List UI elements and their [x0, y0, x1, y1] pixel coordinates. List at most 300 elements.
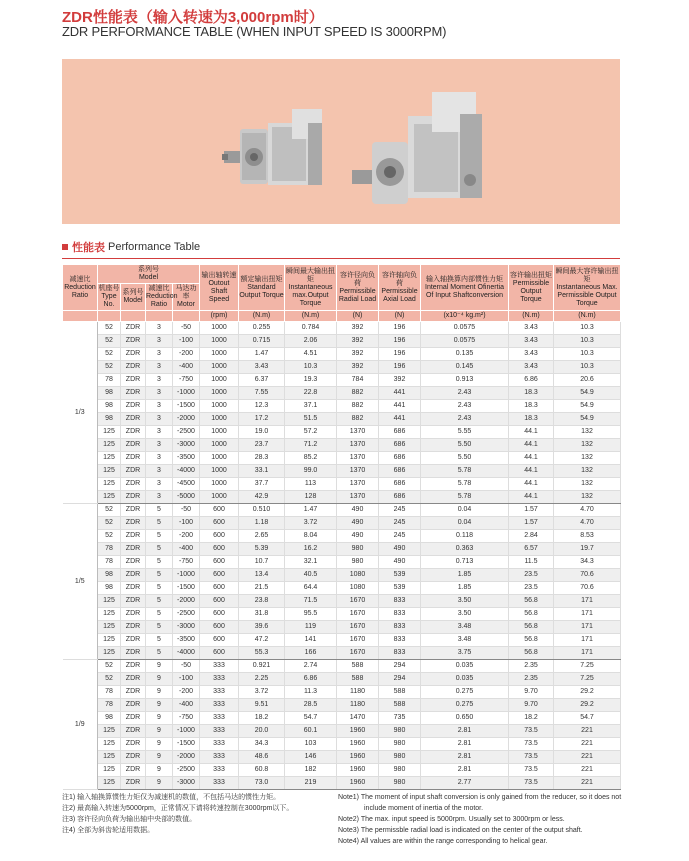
- table-row: [63, 569, 621, 582]
- table-cell: 44.1: [509, 491, 554, 504]
- table-row: [63, 608, 621, 621]
- table-cell: ZDR: [121, 413, 146, 426]
- unit-torque: (N.m): [239, 311, 285, 322]
- table-cell: 3: [146, 465, 173, 478]
- table-cell: 1470: [337, 712, 379, 725]
- table-cell: 3: [146, 439, 173, 452]
- table-row: [63, 426, 621, 439]
- table-cell: 1670: [337, 608, 379, 621]
- table-row: [63, 465, 621, 478]
- table-cell: 588: [337, 660, 379, 673]
- table-row: [63, 348, 621, 361]
- table-cell: 132: [554, 452, 621, 465]
- table-cell: 588: [379, 699, 421, 712]
- table-cell: 18.2: [509, 712, 554, 725]
- table-cell: 3: [146, 387, 173, 400]
- table-cell: 392: [337, 335, 379, 348]
- table-cell: 5.50: [421, 439, 509, 452]
- table-cell: 39.6: [239, 621, 285, 634]
- table-cell: 54.9: [554, 400, 621, 413]
- table-cell: 9: [146, 777, 173, 790]
- table-cell: 44.1: [509, 439, 554, 452]
- table-cell: 44.1: [509, 452, 554, 465]
- table-cell: 3: [146, 491, 173, 504]
- table-cell: 333: [200, 686, 239, 699]
- table-cell: 1.85: [421, 569, 509, 582]
- table-cell: -2500: [173, 764, 200, 777]
- table-cell: 294: [379, 660, 421, 673]
- table-cell: 833: [379, 634, 421, 647]
- table-row: [63, 556, 621, 569]
- table-cell: -3000: [173, 777, 200, 790]
- table-cell: -4000: [173, 647, 200, 660]
- unit-model: [121, 311, 146, 322]
- table-row: [63, 439, 621, 452]
- table-cell: 98: [98, 582, 121, 595]
- table-cell: 3: [146, 413, 173, 426]
- table-cell: 19.3: [285, 374, 337, 387]
- table-cell: 333: [200, 777, 239, 790]
- table-cell: 10.3: [554, 322, 621, 335]
- table-cell: 56.8: [509, 608, 554, 621]
- table-cell: 0.0575: [421, 335, 509, 348]
- table-cell: 3: [146, 374, 173, 387]
- table-cell: 132: [554, 439, 621, 452]
- table-cell: 833: [379, 647, 421, 660]
- table-cell: 6.37: [239, 374, 285, 387]
- table-cell: 125: [98, 439, 121, 452]
- table-cell: 1.57: [509, 504, 554, 517]
- header-inertia: 输入轴换算内部惯性力矩 Internal Moment Ofinertia Of Input Shaftconversion: [421, 265, 509, 311]
- table-cell: 6.86: [509, 374, 554, 387]
- table-cell: ZDR: [121, 699, 146, 712]
- table-cell: 11.5: [509, 556, 554, 569]
- table-cell: 78: [98, 556, 121, 569]
- table-cell: 600: [200, 517, 239, 530]
- table-cell: 392: [337, 361, 379, 374]
- gear-reducer-small-image: [222, 99, 332, 194]
- table-cell: 3.43: [509, 361, 554, 374]
- table-cell: 32.1: [285, 556, 337, 569]
- table-cell: 60.1: [285, 725, 337, 738]
- table-cell: 3.43: [509, 348, 554, 361]
- table-cell: 9: [146, 712, 173, 725]
- table-cell: 125: [98, 738, 121, 751]
- table-cell: 103: [285, 738, 337, 751]
- table-cell: 833: [379, 595, 421, 608]
- table-cell: 980: [379, 764, 421, 777]
- table-cell: 3.72: [239, 686, 285, 699]
- table-cell: 52: [98, 348, 121, 361]
- table-cell: ZDR: [121, 556, 146, 569]
- ratio-cell: 1/9: [63, 660, 98, 790]
- table-cell: 490: [337, 530, 379, 543]
- table-cell: -1000: [173, 725, 200, 738]
- gear-reducer-large-image: [352, 84, 492, 209]
- table-cell: 1670: [337, 634, 379, 647]
- table-cell: 2.06: [285, 335, 337, 348]
- table-cell: -200: [173, 686, 200, 699]
- table-cell: -5000: [173, 491, 200, 504]
- table-cell: 294: [379, 673, 421, 686]
- table-cell: 0.145: [421, 361, 509, 374]
- page-title-cn: ZDR性能表（输入转速为3,000rpm时）: [62, 9, 324, 26]
- table-row: [63, 777, 621, 790]
- table-cell: 980: [337, 556, 379, 569]
- table-cell: -400: [173, 543, 200, 556]
- table-cell: 600: [200, 608, 239, 621]
- table-cell: ZDR: [121, 777, 146, 790]
- table-cell: 54.9: [554, 387, 621, 400]
- table-cell: 221: [554, 751, 621, 764]
- table-cell: 141: [285, 634, 337, 647]
- table-cell: 1080: [337, 569, 379, 582]
- note-en-1-cont: include moment of inertia of the motor.: [364, 805, 484, 812]
- table-cell: 882: [337, 400, 379, 413]
- table-cell: 882: [337, 387, 379, 400]
- table-cell: 0.04: [421, 517, 509, 530]
- table-cell: 6.86: [285, 673, 337, 686]
- table-cell: 99.0: [285, 465, 337, 478]
- table-cell: ZDR: [121, 426, 146, 439]
- table-cell: 1370: [337, 452, 379, 465]
- table-cell: 0.118: [421, 530, 509, 543]
- table-cell: 56.8: [509, 595, 554, 608]
- table-cell: 4.51: [285, 348, 337, 361]
- table-cell: 3: [146, 335, 173, 348]
- table-cell: 600: [200, 595, 239, 608]
- table-cell: 60.8: [239, 764, 285, 777]
- table-cell: 9.70: [509, 699, 554, 712]
- table-row: [63, 725, 621, 738]
- table-cell: 784: [337, 374, 379, 387]
- table-cell: 3.43: [509, 322, 554, 335]
- table-cell: 54.7: [554, 712, 621, 725]
- table-cell: 333: [200, 699, 239, 712]
- table-cell: 73.5: [509, 738, 554, 751]
- table-cell: 52: [98, 361, 121, 374]
- table-row: [63, 712, 621, 725]
- table-cell: 333: [200, 712, 239, 725]
- table-cell: -1500: [173, 582, 200, 595]
- table-cell: 0.650: [421, 712, 509, 725]
- table-cell: 0.035: [421, 660, 509, 673]
- table-cell: ZDR: [121, 647, 146, 660]
- table-cell: 1000: [200, 374, 239, 387]
- table-cell: 5: [146, 569, 173, 582]
- table-cell: 3: [146, 322, 173, 335]
- table-cell: -2500: [173, 608, 200, 621]
- table-cell: -1500: [173, 738, 200, 751]
- table-cell: 1000: [200, 413, 239, 426]
- table-row: [63, 387, 621, 400]
- table-cell: 10.3: [285, 361, 337, 374]
- table-cell: 54.9: [554, 413, 621, 426]
- table-cell: 78: [98, 374, 121, 387]
- table-cell: 0.275: [421, 699, 509, 712]
- table-cell: ZDR: [121, 764, 146, 777]
- table-cell: 833: [379, 621, 421, 634]
- table-cell: 3.48: [421, 621, 509, 634]
- table-cell: 2.35: [509, 673, 554, 686]
- table-cell: 1370: [337, 426, 379, 439]
- table-cell: ZDR: [121, 374, 146, 387]
- table-cell: 3.75: [421, 647, 509, 660]
- table-cell: -50: [173, 504, 200, 517]
- table-cell: 3.50: [421, 595, 509, 608]
- table-cell: 1000: [200, 426, 239, 439]
- table-cell: 34.3: [239, 738, 285, 751]
- table-cell: 0.04: [421, 504, 509, 517]
- table-cell: 56.8: [509, 634, 554, 647]
- table-cell: ZDR: [121, 712, 146, 725]
- table-cell: ZDR: [121, 686, 146, 699]
- table-cell: 2.43: [421, 413, 509, 426]
- table-cell: 219: [285, 777, 337, 790]
- table-cell: 33.1: [239, 465, 285, 478]
- table-cell: 78: [98, 686, 121, 699]
- table-cell: 8.04: [285, 530, 337, 543]
- table-cell: ZDR: [121, 504, 146, 517]
- table-cell: ZDR: [121, 725, 146, 738]
- table-cell: 221: [554, 725, 621, 738]
- table-cell: 1670: [337, 647, 379, 660]
- table-cell: 64.4: [285, 582, 337, 595]
- product-banner: [62, 59, 620, 224]
- table-cell: 47.2: [239, 634, 285, 647]
- unit-inst-torque: (N.m): [285, 311, 337, 322]
- table-cell: 3: [146, 348, 173, 361]
- table-cell: 125: [98, 777, 121, 790]
- table-cell: 3.50: [421, 608, 509, 621]
- table-row: [63, 517, 621, 530]
- unit-inst-perm: (N.m): [554, 311, 621, 322]
- table-cell: 1180: [337, 699, 379, 712]
- table-cell: 221: [554, 777, 621, 790]
- table-cell: 1.18: [239, 517, 285, 530]
- header-inst-torque: 瞬间最大输出扭矩 Instantaneous max.Output Torque: [285, 265, 337, 311]
- table-cell: ZDR: [121, 465, 146, 478]
- table-cell: 125: [98, 595, 121, 608]
- table-cell: 686: [379, 465, 421, 478]
- table-row: [63, 738, 621, 751]
- table-cell: 3.48: [421, 634, 509, 647]
- table-cell: 5: [146, 556, 173, 569]
- section-divider: [62, 258, 620, 259]
- table-cell: 196: [379, 361, 421, 374]
- note-en-2: Note2) The max. input speed is 5000rpm. Usually set to 3000rpm or less.: [338, 816, 565, 823]
- table-cell: ZDR: [121, 452, 146, 465]
- table-cell: 2.65: [239, 530, 285, 543]
- table-row: [63, 400, 621, 413]
- table-cell: 95.5: [285, 608, 337, 621]
- notes-cn: [62, 792, 332, 836]
- table-cell: 44.1: [509, 465, 554, 478]
- table-cell: 52: [98, 673, 121, 686]
- table-cell: 1.47: [285, 504, 337, 517]
- table-cell: 125: [98, 725, 121, 738]
- header-red-ratio: 减速比 Reduction Ratio: [146, 284, 173, 311]
- table-cell: 9: [146, 738, 173, 751]
- table-row: [63, 543, 621, 556]
- table-cell: 0.921: [239, 660, 285, 673]
- table-cell: 1960: [337, 751, 379, 764]
- table-cell: 5: [146, 634, 173, 647]
- table-row: [63, 504, 621, 517]
- table-cell: 10.3: [554, 335, 621, 348]
- table-cell: 490: [337, 517, 379, 530]
- table-cell: 132: [554, 491, 621, 504]
- table-cell: 0.363: [421, 543, 509, 556]
- table-cell: -100: [173, 335, 200, 348]
- table-cell: -1000: [173, 569, 200, 582]
- table-cell: 980: [379, 777, 421, 790]
- table-cell: -2000: [173, 595, 200, 608]
- table-cell: 125: [98, 491, 121, 504]
- table-cell: 600: [200, 556, 239, 569]
- table-cell: ZDR: [121, 621, 146, 634]
- table-cell: 9: [146, 673, 173, 686]
- table-cell: 56.8: [509, 647, 554, 660]
- table-cell: 98: [98, 712, 121, 725]
- table-cell: 2.35: [509, 660, 554, 673]
- table-cell: 333: [200, 673, 239, 686]
- table-cell: 48.6: [239, 751, 285, 764]
- table-cell: 9.51: [239, 699, 285, 712]
- table-row: [63, 673, 621, 686]
- table-cell: -750: [173, 556, 200, 569]
- table-cell: 37.7: [239, 478, 285, 491]
- table-cell: 1.57: [509, 517, 554, 530]
- table-cell: 21.5: [239, 582, 285, 595]
- table-row: [63, 660, 621, 673]
- table-cell: 18.3: [509, 400, 554, 413]
- table-cell: 5.39: [239, 543, 285, 556]
- table-cell: 98: [98, 569, 121, 582]
- table-cell: 1.47: [239, 348, 285, 361]
- table-cell: 3.43: [239, 361, 285, 374]
- table-cell: -50: [173, 322, 200, 335]
- table-cell: 1370: [337, 465, 379, 478]
- table-cell: 125: [98, 634, 121, 647]
- table-cell: 588: [337, 673, 379, 686]
- header-series: 系列号 Model: [98, 265, 200, 284]
- unit-axial: (N): [379, 311, 421, 322]
- table-cell: 2.77: [421, 777, 509, 790]
- section-heading-en: Performance Table: [108, 241, 201, 253]
- table-cell: -3000: [173, 621, 200, 634]
- table-cell: ZDR: [121, 348, 146, 361]
- table-row: [63, 413, 621, 426]
- table-cell: 600: [200, 634, 239, 647]
- table-row: [63, 699, 621, 712]
- table-cell: 125: [98, 608, 121, 621]
- table-cell: -2000: [173, 413, 200, 426]
- table-cell: 490: [379, 543, 421, 556]
- table-cell: 0.713: [421, 556, 509, 569]
- table-cell: 10.7: [239, 556, 285, 569]
- table-cell: -200: [173, 348, 200, 361]
- table-cell: 245: [379, 517, 421, 530]
- table-cell: 9.70: [509, 686, 554, 699]
- table-cell: -400: [173, 361, 200, 374]
- table-cell: 98: [98, 387, 121, 400]
- table-cell: 29.2: [554, 699, 621, 712]
- table-cell: 31.8: [239, 608, 285, 621]
- table-cell: 5: [146, 595, 173, 608]
- table-cell: 1000: [200, 348, 239, 361]
- table-cell: -100: [173, 673, 200, 686]
- page-title-en: ZDR PERFORMANCE TABLE (WHEN INPUT SPEED IS 3000RPM): [62, 24, 447, 39]
- table-cell: 1670: [337, 621, 379, 634]
- unit-inertia: (x10⁻⁴ kg.m²): [421, 311, 509, 322]
- table-cell: 10.3: [554, 348, 621, 361]
- table-cell: 0.784: [285, 322, 337, 335]
- table-cell: 182: [285, 764, 337, 777]
- table-cell: 686: [379, 478, 421, 491]
- table-cell: 73.0: [239, 777, 285, 790]
- table-cell: 73.5: [509, 725, 554, 738]
- table-cell: ZDR: [121, 751, 146, 764]
- table-cell: 71.2: [285, 439, 337, 452]
- table-cell: -750: [173, 712, 200, 725]
- table-cell: 600: [200, 543, 239, 556]
- table-cell: 0.913: [421, 374, 509, 387]
- header-perm-torque: 容许输出扭矩 Permissible Output Torque: [509, 265, 554, 311]
- table-cell: 125: [98, 764, 121, 777]
- table-cell: ZDR: [121, 608, 146, 621]
- table-cell: 40.5: [285, 569, 337, 582]
- table-cell: 3: [146, 400, 173, 413]
- header-motor: 马达功率 Motor: [173, 284, 200, 311]
- table-cell: 980: [379, 738, 421, 751]
- table-cell: 245: [379, 530, 421, 543]
- table-cell: 1960: [337, 777, 379, 790]
- table-cell: 12.3: [239, 400, 285, 413]
- table-cell: 20.6: [554, 374, 621, 387]
- unit-radial: (N): [337, 311, 379, 322]
- table-cell: -750: [173, 374, 200, 387]
- table-cell: 5: [146, 608, 173, 621]
- table-cell: 3: [146, 478, 173, 491]
- table-cell: 5.50: [421, 452, 509, 465]
- header-axial: 容许轴向负荷 Permissible Axial Load: [379, 265, 421, 311]
- table-cell: 2.74: [285, 660, 337, 673]
- table-cell: 171: [554, 634, 621, 647]
- table-cell: 1960: [337, 764, 379, 777]
- table-cell: ZDR: [121, 569, 146, 582]
- table-cell: 125: [98, 621, 121, 634]
- table-cell: 125: [98, 647, 121, 660]
- table-cell: 588: [379, 686, 421, 699]
- table-cell: 54.7: [285, 712, 337, 725]
- note-cn-3: 注3) 容许径向负荷为输出轴中央部的数值。: [62, 816, 197, 823]
- note-cn-2: 注2) 最高输入转速为5000rpm，正常情况下请将转速控制在3000rpm以下。: [62, 805, 294, 812]
- table-cell: ZDR: [121, 543, 146, 556]
- unit-red-ratio: [146, 311, 173, 322]
- table-cell: ZDR: [121, 335, 146, 348]
- table-cell: 16.2: [285, 543, 337, 556]
- table-cell: 0.275: [421, 686, 509, 699]
- table-cell: 539: [379, 569, 421, 582]
- note-en-4: Note4) All values are within the range corresponding to helical gear.: [338, 838, 548, 845]
- table-cell: 0.0575: [421, 322, 509, 335]
- table-cell: ZDR: [121, 530, 146, 543]
- table-cell: 1000: [200, 335, 239, 348]
- unit-perm-torque: (N.m): [509, 311, 554, 322]
- table-cell: 0.715: [239, 335, 285, 348]
- table-cell: 52: [98, 530, 121, 543]
